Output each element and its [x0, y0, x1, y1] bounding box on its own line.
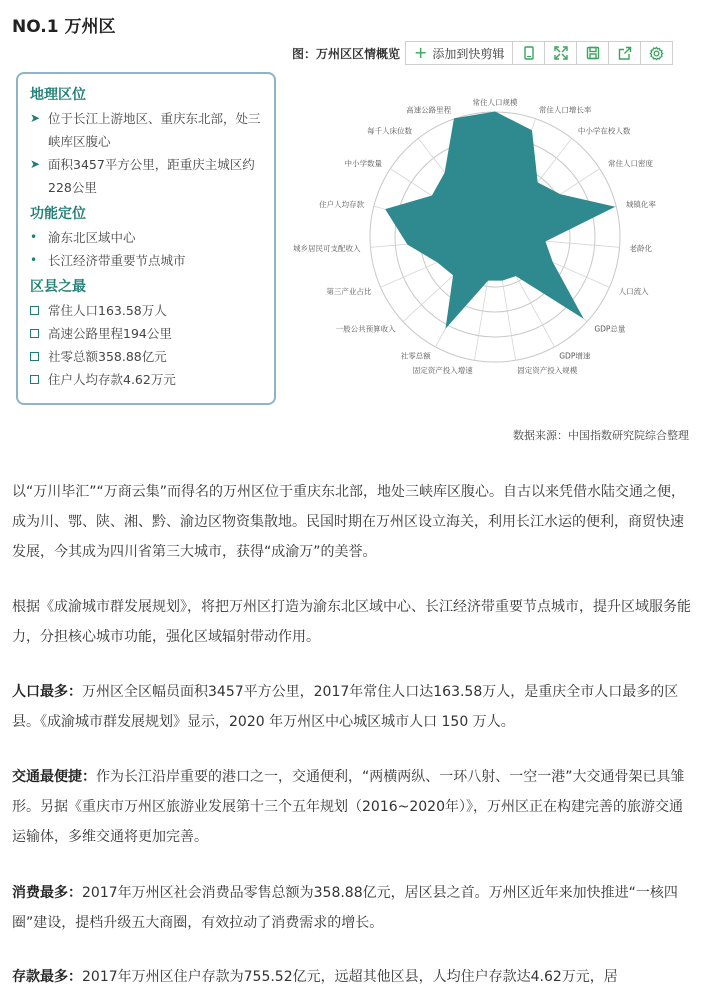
radar-axis-label: 人口流入	[618, 287, 649, 297]
info-item	[28, 299, 264, 322]
info-item-text: 渝东北区域中心	[48, 230, 136, 245]
info-item-text: 住户人均存款4.62万元	[48, 372, 176, 387]
info-item	[28, 249, 264, 272]
radar-axis-label: GDP增速	[559, 351, 591, 361]
paragraph-text: 根据《成渝城市群发展规划》，将把万州区打造为渝东北区域中心、长江经济带重要节点城市，提升区域服务能力，分担核心城市功能，强化区域辐射带动作用。	[12, 599, 691, 645]
info-item	[28, 322, 264, 345]
paragraph-text: 以“万川毕汇”“万商云集”而得名的万州区位于重庆东北部，地处三峡库区腹心。自古以来凭借水陆交通之便，成为川、鄂、陕、湘、黔、渝边区物资集散地。民国时期在万州区设立海关，利用长江水运的便利，商贸快速发展，今其成为四川省第三大城市，获得“成渝万”的美誉。	[12, 484, 686, 560]
radar-axis-label: 城乡居民可支配收入	[292, 244, 361, 254]
info-item-text: 长江经济带重要节点城市	[48, 253, 186, 268]
radar-axis-label: 常住人口密度	[608, 159, 654, 169]
paragraph-lead: 交通最便捷：	[12, 769, 96, 785]
paragraph	[12, 592, 696, 652]
info-item-text: 高速公路里程194公里	[48, 326, 172, 341]
info-item-text: 位于长江上游地区、重庆东北部，处三峡库区腹心	[48, 111, 261, 149]
plus-icon: +	[414, 43, 428, 62]
info-item-text: 社零总额358.88亿元	[48, 349, 167, 364]
district-info-box	[16, 72, 276, 405]
paragraph	[12, 878, 696, 938]
radar-axis-label: 社零总额	[400, 351, 431, 361]
info-item	[28, 345, 264, 368]
dot-bullet-icon: •	[30, 253, 38, 267]
info-item	[28, 368, 264, 391]
dot-bullet-icon: •	[30, 230, 38, 244]
paragraph-text: 作为长江沿岸重要的港口之一，交通便利，“两横两纵、一环八射、一空一港”大交通骨架已具雏形。另据《重庆市万州区旅游业发展第十三个五年规划（2016~2020年）》，万州区正在构建完善的旅游交通运输体，多维交通将更加完善。	[12, 769, 685, 845]
radar-axis-label: 第三产业占比	[326, 287, 372, 297]
fullscreen-icon[interactable]	[544, 41, 577, 65]
paragraph	[12, 677, 696, 737]
figure-caption: 图：万州区区情概览	[292, 46, 401, 61]
square-bullet-icon	[30, 375, 39, 384]
radar-series-area	[386, 112, 614, 327]
add-to-clip-button[interactable]	[405, 41, 513, 65]
info-item-text: 常住人口163.58万人	[48, 303, 167, 318]
radar-axis-label: 住户人均存款	[319, 199, 365, 209]
copy-icon[interactable]	[512, 41, 545, 65]
paragraph	[12, 762, 696, 852]
arrow-bullet-icon: ➤	[30, 111, 41, 125]
share-icon[interactable]	[608, 41, 641, 65]
paragraph-text: 万州区全区幅员面积3457平方公里，2017年常住人口达163.58万人，是重庆全市人口最多的区县。《成渝城市群发展规划》显示，2020 年万州区中心城区城市人口 150 万人。	[12, 684, 679, 730]
data-source-note: 数据来源：中国指数研究院综合整理	[513, 429, 689, 442]
radar-axis-label: 老龄化	[629, 244, 653, 254]
paragraph-text: 2017年万州区住户存款为755.52亿元，远超其他区县，人均住户存款达4.62万元，居	[82, 969, 618, 985]
info-item	[28, 226, 264, 249]
page-title: NO.1 万州区	[12, 17, 116, 37]
radar-chart	[282, 72, 692, 392]
paragraph-text: 2017年万州区社会消费品零售总额为358.88亿元，居区县之首。万州区近年来加快推进“一核四圈”建设，提档升级五大商圈，有效拉动了消费需求的增长。	[12, 885, 678, 931]
section-title-function: 功能定位	[30, 206, 86, 222]
section-title-records: 区县之最	[30, 279, 86, 295]
radar-axis-label: 中小学数量	[344, 159, 382, 169]
paragraph-lead: 人口最多：	[12, 684, 82, 700]
radar-axis-label: 常住人口增长率	[538, 105, 592, 115]
paragraph	[12, 477, 696, 567]
square-bullet-icon	[30, 352, 39, 361]
radar-axis-label: 常住人口规模	[472, 98, 518, 107]
radar-axis-label: 城镇化率	[625, 199, 656, 209]
radar-axis-label: 一般公共预算收入	[335, 324, 396, 334]
info-item	[28, 153, 264, 199]
save-icon[interactable]	[576, 41, 609, 65]
paragraph-lead: 存款最多：	[12, 969, 82, 985]
radar-axis-label: 高速公路里程	[406, 105, 452, 115]
settings-icon[interactable]	[640, 41, 673, 65]
radar-axis-label: 固定资产投入规模	[517, 366, 578, 376]
add-to-clip-label: 添加到快剪辑	[432, 46, 505, 61]
radar-axis-label: 中小学在校人数	[577, 126, 631, 136]
info-item-text: 面积3457平方公里，距重庆主城区约228公里	[48, 157, 255, 195]
square-bullet-icon	[30, 306, 39, 315]
paragraph-lead: 消费最多：	[12, 885, 82, 901]
square-bullet-icon	[30, 329, 39, 338]
arrow-bullet-icon: ➤	[30, 157, 41, 171]
radar-axis-label: 固定资产投入增速	[412, 366, 473, 376]
info-item	[28, 107, 264, 153]
radar-axis-label: GDP总量	[594, 324, 626, 334]
radar-axis-label: 每千人床位数	[367, 126, 413, 136]
section-title-location: 地理区位	[30, 87, 86, 103]
paragraph	[12, 962, 696, 992]
image-toolbar	[292, 40, 673, 66]
